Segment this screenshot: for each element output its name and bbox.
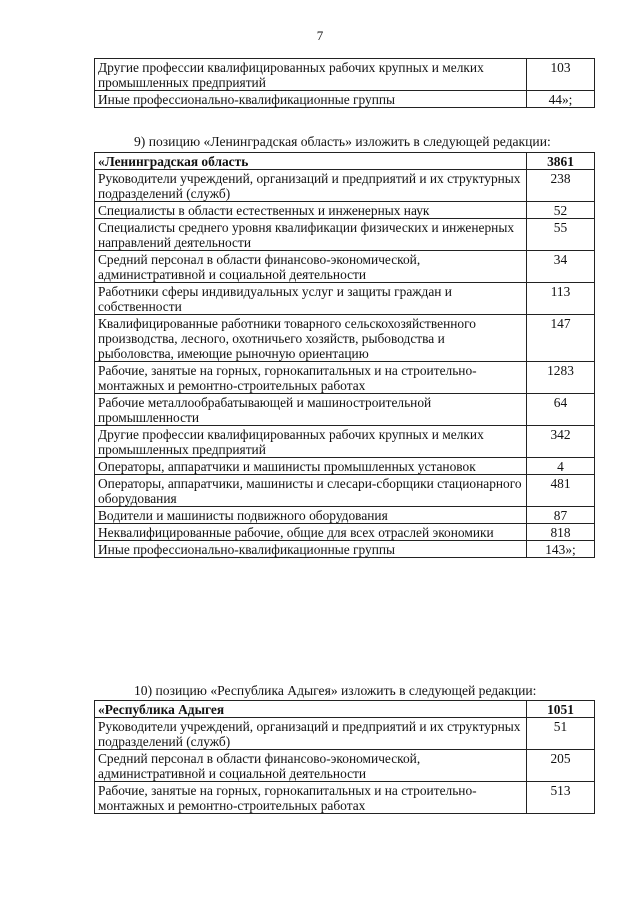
table-row: [95, 59, 595, 91]
row-label: Иные профессионально-квалификационные группы: [95, 541, 527, 558]
table-row: [95, 362, 595, 394]
section10-intro: 10) позицию «Республика Адыгея» изложить в следующей редакции:: [134, 683, 537, 698]
table-row: [95, 170, 595, 202]
row-value: 513: [527, 782, 595, 814]
row-value: 205: [527, 750, 595, 782]
table-top-body: [95, 59, 595, 108]
row-label: Неквалифицированные рабочие, общие для всех отраслей экономики: [95, 524, 527, 541]
row-value: 481: [527, 475, 595, 507]
row-label: Иные профессионально-квалификационные группы: [95, 91, 527, 108]
table-row: [95, 718, 595, 750]
row-label: Операторы, аппаратчики и машинисты промышленных установок: [95, 458, 527, 475]
table-row: [95, 541, 595, 558]
table-row: [95, 507, 595, 524]
row-value: 51: [527, 718, 595, 750]
row-value: 1283: [527, 362, 595, 394]
row-label: Квалифицированные работники товарного сельскохозяйственного производства, лесного, охотничьего хозяйств, рыбоводства и рыболовства, имеющие рыночную ориентацию: [95, 315, 527, 362]
row-label: Работники сферы индивидуальных услуг и защиты граждан и собственности: [95, 283, 527, 315]
table-adygea-body: [95, 701, 595, 814]
row-value: 87: [527, 507, 595, 524]
section9-intro: 9) позицию «Ленинградская область» изложить в следующей редакции:: [134, 134, 551, 149]
table-row: [95, 315, 595, 362]
row-label: Рабочие, занятые на горных, горнокапитальных и на строительно-монтажных и ремонтно-строительных работах: [95, 362, 527, 394]
table-top: [94, 58, 595, 108]
row-label: Специалисты в области естественных и инженерных наук: [95, 202, 527, 219]
row-value: 103: [527, 59, 595, 91]
table-row: [95, 394, 595, 426]
table-row: [95, 426, 595, 458]
table-row: [95, 475, 595, 507]
table-header-row: [95, 701, 595, 718]
row-label: Специалисты среднего уровня квалификации физических и инженерных направлений деятельности: [95, 219, 527, 251]
row-label: Рабочие металлообрабатывающей и машиностроительной промышленности: [95, 394, 527, 426]
row-label: Средний персонал в области финансово-экономической, административной и социальной деятельности: [95, 251, 527, 283]
row-label: Рабочие, занятые на горных, горнокапитальных и на строительно-монтажных и ремонтно-строительных работах: [95, 782, 527, 814]
row-value: 238: [527, 170, 595, 202]
row-label: Другие профессии квалифицированных рабочих крупных и мелких промышленных предприятий: [95, 426, 527, 458]
row-value: 55: [527, 219, 595, 251]
row-label: Операторы, аппаратчики, машинисты и слесари-сборщики стационарного оборудования: [95, 475, 527, 507]
row-label: Средний персонал в области финансово-экономической, административной и социальной деятельности: [95, 750, 527, 782]
table-leningrad-body: [95, 153, 595, 558]
row-value: 44»;: [527, 91, 595, 108]
page-number: 7: [316, 28, 324, 43]
table-adygea: [94, 700, 595, 814]
table-row: [95, 458, 595, 475]
row-value: 143»;: [527, 541, 595, 558]
row-label: Руководители учреждений, организаций и предприятий и их структурных подразделений (служб): [95, 170, 527, 202]
row-value: 4: [527, 458, 595, 475]
table-row: [95, 91, 595, 108]
row-value: 113: [527, 283, 595, 315]
region-name: «Ленинградская область: [95, 153, 527, 170]
table-header-row: [95, 153, 595, 170]
table-leningrad: [94, 152, 595, 558]
table-row: [95, 251, 595, 283]
row-label: Другие профессии квалифицированных рабочих крупных и мелких промышленных предприятий: [95, 59, 527, 91]
region-total: 1051: [527, 701, 595, 718]
table-row: [95, 750, 595, 782]
row-value: 342: [527, 426, 595, 458]
row-label: Водители и машинисты подвижного оборудования: [95, 507, 527, 524]
table-row: [95, 524, 595, 541]
row-value: 818: [527, 524, 595, 541]
row-value: 52: [527, 202, 595, 219]
row-value: 34: [527, 251, 595, 283]
table-row: [95, 283, 595, 315]
region-name: «Республика Адыгея: [95, 701, 527, 718]
row-value: 64: [527, 394, 595, 426]
table-row: [95, 219, 595, 251]
table-row: [95, 202, 595, 219]
row-label: Руководители учреждений, организаций и предприятий и их структурных подразделений (служб): [95, 718, 527, 750]
region-total: 3861: [527, 153, 595, 170]
table-row: [95, 782, 595, 814]
row-value: 147: [527, 315, 595, 362]
